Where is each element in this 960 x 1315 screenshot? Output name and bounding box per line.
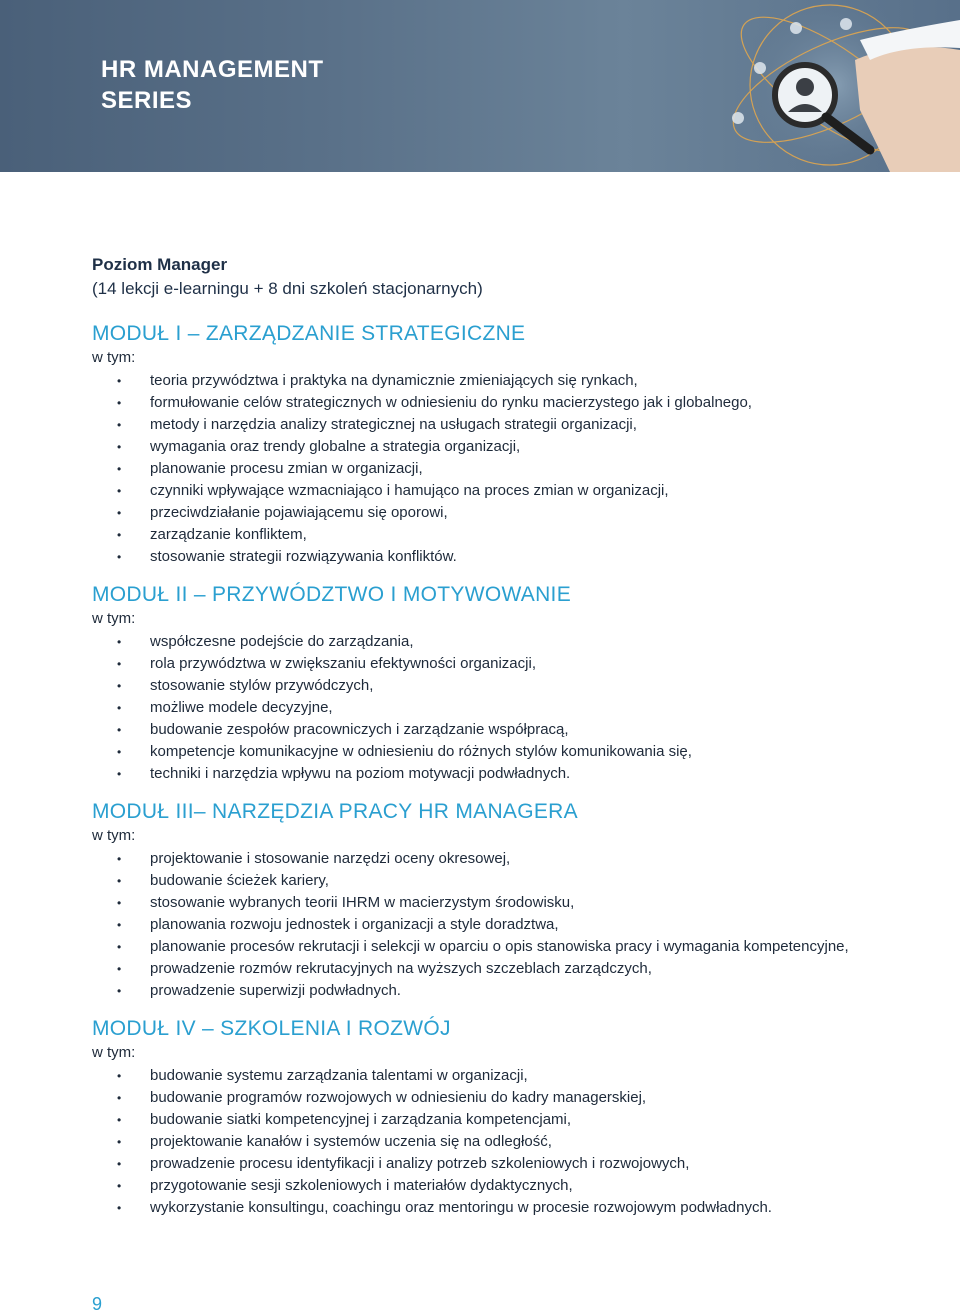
page-number: 9 (92, 1294, 103, 1314)
module-items (92, 370, 872, 568)
module-3 (92, 798, 872, 1002)
bullet-icon: • (117, 918, 122, 932)
list-item: • budowanie siatki kompetencyjnej i zarządzania kompetencjami, (92, 1109, 872, 1131)
bullet-icon: • (117, 635, 122, 649)
list-item: • kompetencje komunikacyjne w odniesieniu do różnych stylów komunikowania się, (92, 741, 872, 763)
bullet-icon: • (117, 679, 122, 693)
list-item: • projektowanie i stosowanie narzędzi oceny okresowej, (92, 848, 872, 870)
module-title: MODUŁ II – PRZYWÓDZTWO I MOTYWOWANIE (92, 583, 572, 606)
header-banner (0, 0, 960, 172)
list-item: • budowanie ścieżek kariery, (92, 870, 872, 892)
bullet-icon: • (117, 1113, 122, 1127)
bullet-icon: • (117, 984, 122, 998)
bullet-icon: • (117, 723, 122, 737)
list-item: • budowanie zespołów pracowniczych i zarządzanie współpracą, (92, 719, 872, 741)
list-item: • możliwe modele decyzyjne, (92, 697, 872, 719)
module-intro: w tym: (92, 610, 136, 627)
series-title: HR MANAGEMENT SERIES (101, 56, 324, 114)
list-item: • projektowanie kanałów i systemów uczenia się na odległość, (92, 1131, 872, 1153)
list-item: • teoria przywództwa i praktyka na dynamicznie zmieniających się rynkach, (92, 370, 872, 392)
list-item: • współczesne podejście do zarządzania, (92, 631, 872, 653)
level-title: Poziom Manager (92, 255, 228, 274)
list-item: • techniki i narzędzia wpływu na poziom motywacji podwładnych. (92, 763, 872, 785)
course-content (92, 253, 872, 1232)
bullet-icon: • (117, 462, 122, 476)
module-intro: w tym: (92, 1044, 136, 1061)
list-item: • wymagania oraz trendy globalne a strategia organizacji, (92, 436, 872, 458)
bullet-icon: • (117, 657, 122, 671)
bullet-icon: • (117, 1135, 122, 1149)
list-item: • planowanie procesów rekrutacji i selekcji w oparciu o opis stanowiska pracy i wymagania kompetencyjne, (92, 936, 872, 958)
module-title: MODUŁ IV – SZKOLENIA I ROZWÓJ (92, 1017, 451, 1040)
list-item: • metody i narzędzia analizy strategicznej na usługach strategii organizacji, (92, 414, 872, 436)
list-item: • rola przywództwa w zwiększaniu efektywności organizacji, (92, 653, 872, 675)
bullet-icon: • (117, 767, 122, 781)
module-4 (92, 1015, 872, 1219)
bullet-icon: • (117, 1157, 122, 1171)
list-item: • prowadzenie rozmów rekrutacyjnych na wyższych szczeblach zarządczych, (92, 958, 872, 980)
bullet-icon: • (117, 874, 122, 888)
bullet-icon: • (117, 374, 122, 388)
bullet-icon: • (117, 940, 122, 954)
bullet-icon: • (117, 896, 122, 910)
bullet-icon: • (117, 1069, 122, 1083)
bullet-icon: • (117, 396, 122, 410)
level-subtitle: (14 lekcji e-learningu + 8 dni szkoleń stacjonarnych) (92, 279, 483, 298)
bullet-icon: • (117, 484, 122, 498)
bullet-icon: • (117, 506, 122, 520)
bullet-icon: • (117, 440, 122, 454)
list-item: • budowanie programów rozwojowych w odniesieniu do kadry managerskiej, (92, 1087, 872, 1109)
list-item: • stosowanie wybranych teorii IHRM w macierzystym środowisku, (92, 892, 872, 914)
bullet-icon: • (117, 852, 122, 866)
module-title: MODUŁ I – ZARZĄDZANIE STRATEGICZNE (92, 322, 526, 345)
list-item: • prowadzenie procesu identyfikacji i analizy potrzeb szkoleniowych i rozwojowych, (92, 1153, 872, 1175)
list-item: • formułowanie celów strategicznych w odniesieniu do rynku macierzystego jak i globalnego, (92, 392, 872, 414)
list-item: • wykorzystanie konsultingu, coachingu oraz mentoringu w procesie rozwojowym podwładnych. (92, 1197, 872, 1219)
module-items (92, 848, 872, 1002)
bullet-icon: • (117, 1091, 122, 1105)
module-2 (92, 581, 872, 785)
module-items (92, 631, 872, 785)
list-item: • stosowanie stylów przywódczych, (92, 675, 872, 697)
module-intro: w tym: (92, 827, 136, 844)
bullet-icon: • (117, 1201, 122, 1215)
bullet-icon: • (117, 550, 122, 564)
bullet-icon: • (117, 528, 122, 542)
module-1 (92, 320, 872, 568)
bullet-icon: • (117, 745, 122, 759)
magnifier-hand-icon (700, 0, 960, 172)
list-item: • zarządzanie konfliktem, (92, 524, 872, 546)
module-title: MODUŁ III– NARZĘDZIA PRACY HR MANAGERA (92, 800, 578, 823)
list-item: • planowania rozwoju jednostek i organizacji a style doradztwa, (92, 914, 872, 936)
list-item: • przeciwdziałanie pojawiającemu się oporowi, (92, 502, 872, 524)
list-item: • przygotowanie sesji szkoleniowych i materiałów dydaktycznych, (92, 1175, 872, 1197)
module-intro: w tym: (92, 349, 136, 366)
list-item: • prowadzenie superwizji podwładnych. (92, 980, 872, 1002)
bullet-icon: • (117, 962, 122, 976)
module-items (92, 1065, 872, 1219)
bullet-icon: • (117, 418, 122, 432)
list-item: • budowanie systemu zarządzania talentami w organizacji, (92, 1065, 872, 1087)
list-item: • planowanie procesu zmian w organizacji, (92, 458, 872, 480)
list-item: • stosowanie strategii rozwiązywania konfliktów. (92, 546, 872, 568)
list-item: • czynniki wpływające wzmacniająco i hamująco na proces zmian w organizacji, (92, 480, 872, 502)
bullet-icon: • (117, 701, 122, 715)
bullet-icon: • (117, 1179, 122, 1193)
